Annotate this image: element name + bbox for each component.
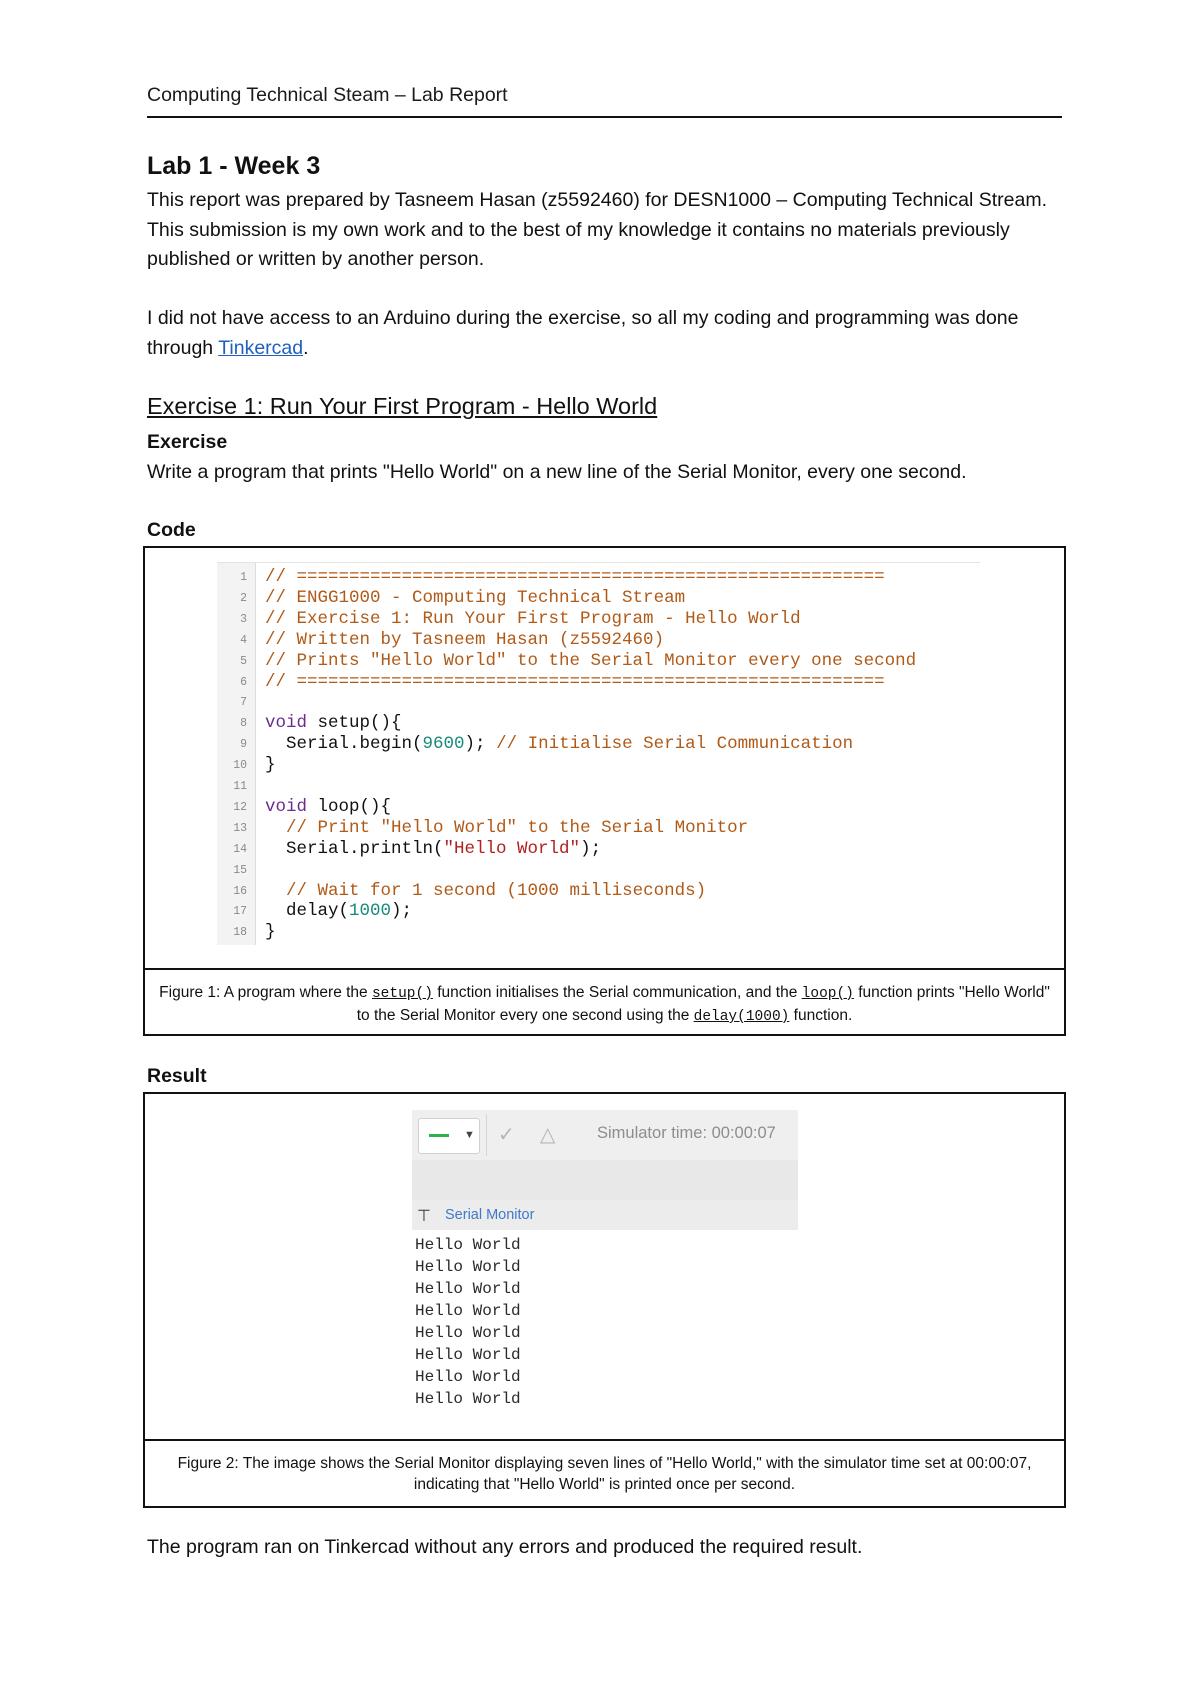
line-number: 9 [240,738,247,752]
code-text: // Written by Tasneem Hasan (z5592460) [265,629,665,650]
exercise-1-heading: Exercise 1: Run Your First Program - Hello World [147,393,658,419]
code-text: } [265,755,276,776]
code-label: Code [147,519,196,541]
code-line [217,881,980,902]
line-number: 10 [233,759,247,773]
figure-2-caption: Figure 2: The image shows the Serial Monitor displaying seven lines of "Hello World," with the simulator time set at 00:00:07, indicating that "Hello World" is printed once per second. [177,1455,1032,1493]
flip-icon[interactable]: △ [540,1124,556,1146]
code-text: // Print "Hello World" to the Serial Monitor [286,817,749,838]
code-text: Serial.println("Hello World"); [265,838,602,859]
code-line [217,839,980,860]
page-title: Lab 1 - Week 3 [147,152,321,180]
code-line [217,567,980,588]
line-number: 2 [240,591,247,605]
code-text: void loop(){ [265,796,392,817]
code-line [217,672,980,693]
access-note-text: I did not have access to an Arduino during the exercise, so all my coding and programming was done through [147,307,1019,359]
serial-monitor-icon: ⊤ [417,1208,431,1225]
code-text: // Prints "Hello World" to the Serial Monitor every one second [265,650,917,671]
setup-function-ref: setup() [371,986,433,1002]
caption-text: Figure 1: A program where the [159,984,372,1001]
line-number: 14 [233,842,247,856]
serial-monitor-bar[interactable] [412,1200,798,1230]
declaration-paragraph: This report was prepared by Tasneem Hasan (z5592460) for DESN1000 – Computing Technical Stream. This submission is my own work and to the best of my knowledge it contains no materials previously published or written by another person. [147,189,1047,270]
figure-2-box [143,1092,1066,1508]
simulator-time: Simulator time: 00:00:07 [597,1124,776,1142]
loop-function-ref: loop() [801,986,854,1002]
chevron-down-icon: ▼ [464,1129,475,1141]
line-number: 12 [233,800,247,814]
figure-1-box [143,546,1066,1036]
simulator-toolbar [412,1110,798,1160]
line-number: 3 [240,612,247,626]
conclusion-text: The program ran on Tinkercad without any errors and produced the required result. [147,1536,863,1558]
exercise-description: Write a program that prints "Hello World" on a new line of the Serial Monitor, every one second. [147,461,967,483]
code-listing [217,562,980,945]
code-line [217,609,980,630]
line-number: 18 [233,926,247,940]
code-text: delay(1000); [265,901,413,922]
code-line [217,922,980,943]
exercise-label: Exercise [147,431,228,453]
caption-text: function prints "Hello World" to the Serial Monitor every one second using the [356,984,1050,1024]
caption-text: function. [789,1007,853,1024]
access-note-paragraph [147,304,1047,363]
code-line [217,818,980,839]
code-text: // ======================================================== [265,671,885,692]
code-line [217,692,980,713]
caption-text: function initialises the Serial communication, and the [432,984,802,1001]
line-number: 15 [233,863,247,877]
code-line [217,734,980,755]
code-text: Serial.begin(9600); // Initialise Serial Communication [265,734,854,755]
serial-output-line: Hello World [415,1324,521,1342]
serial-output-line: Hello World [415,1368,521,1386]
line-number: 6 [240,675,247,689]
figure-1-caption [145,970,1064,1028]
code-text: // ENGG1000 - Computing Technical Stream [265,587,686,608]
result-label: Result [147,1065,207,1087]
dropdown-dash-icon [429,1134,449,1137]
running-header: Computing Technical Steam – Lab Report [147,84,508,106]
line-number: 17 [233,905,247,919]
checkmark-icon[interactable]: ✓ [498,1124,515,1146]
code-line [217,651,980,672]
code-line [217,588,980,609]
access-note-end: . [303,336,309,359]
code-text: // Exercise 1: Run Your First Program - Hello World [265,608,801,629]
serial-monitor-label: Serial Monitor [445,1207,535,1223]
code-text: void setup(){ [265,713,402,734]
code-listing-area [145,548,1064,970]
toolbar-divider [486,1114,487,1156]
serial-output-line: Hello World [415,1236,521,1254]
code-line [217,776,980,797]
code-line [217,901,980,922]
mode-dropdown[interactable] [418,1118,480,1154]
serial-output-line: Hello World [415,1346,521,1364]
line-number: 1 [240,571,247,584]
delay-function-ref: delay(1000) [693,1009,790,1025]
line-number: 13 [233,821,247,835]
line-number: 7 [240,696,247,710]
header-divider [147,116,1062,118]
line-number: 4 [240,633,247,647]
code-line [217,630,980,651]
code-text: // ======================================================== [265,567,885,587]
tinkercad-link[interactable]: Tinkercad [218,336,304,359]
code-line [217,797,980,818]
line-number: 16 [233,884,247,898]
code-text: } [265,922,276,943]
line-number: 5 [240,654,247,668]
code-line [217,755,980,776]
code-line [217,713,980,734]
serial-output-line: Hello World [415,1390,521,1408]
code-text: // Wait for 1 second (1000 milliseconds) [286,880,707,901]
line-number: 8 [240,717,247,731]
serial-output-line: Hello World [415,1258,521,1276]
simulator-screenshot [145,1094,1064,1441]
line-number: 11 [233,780,247,793]
code-line [217,860,980,881]
serial-output-line: Hello World [415,1302,521,1320]
serial-output-line: Hello World [415,1280,521,1298]
